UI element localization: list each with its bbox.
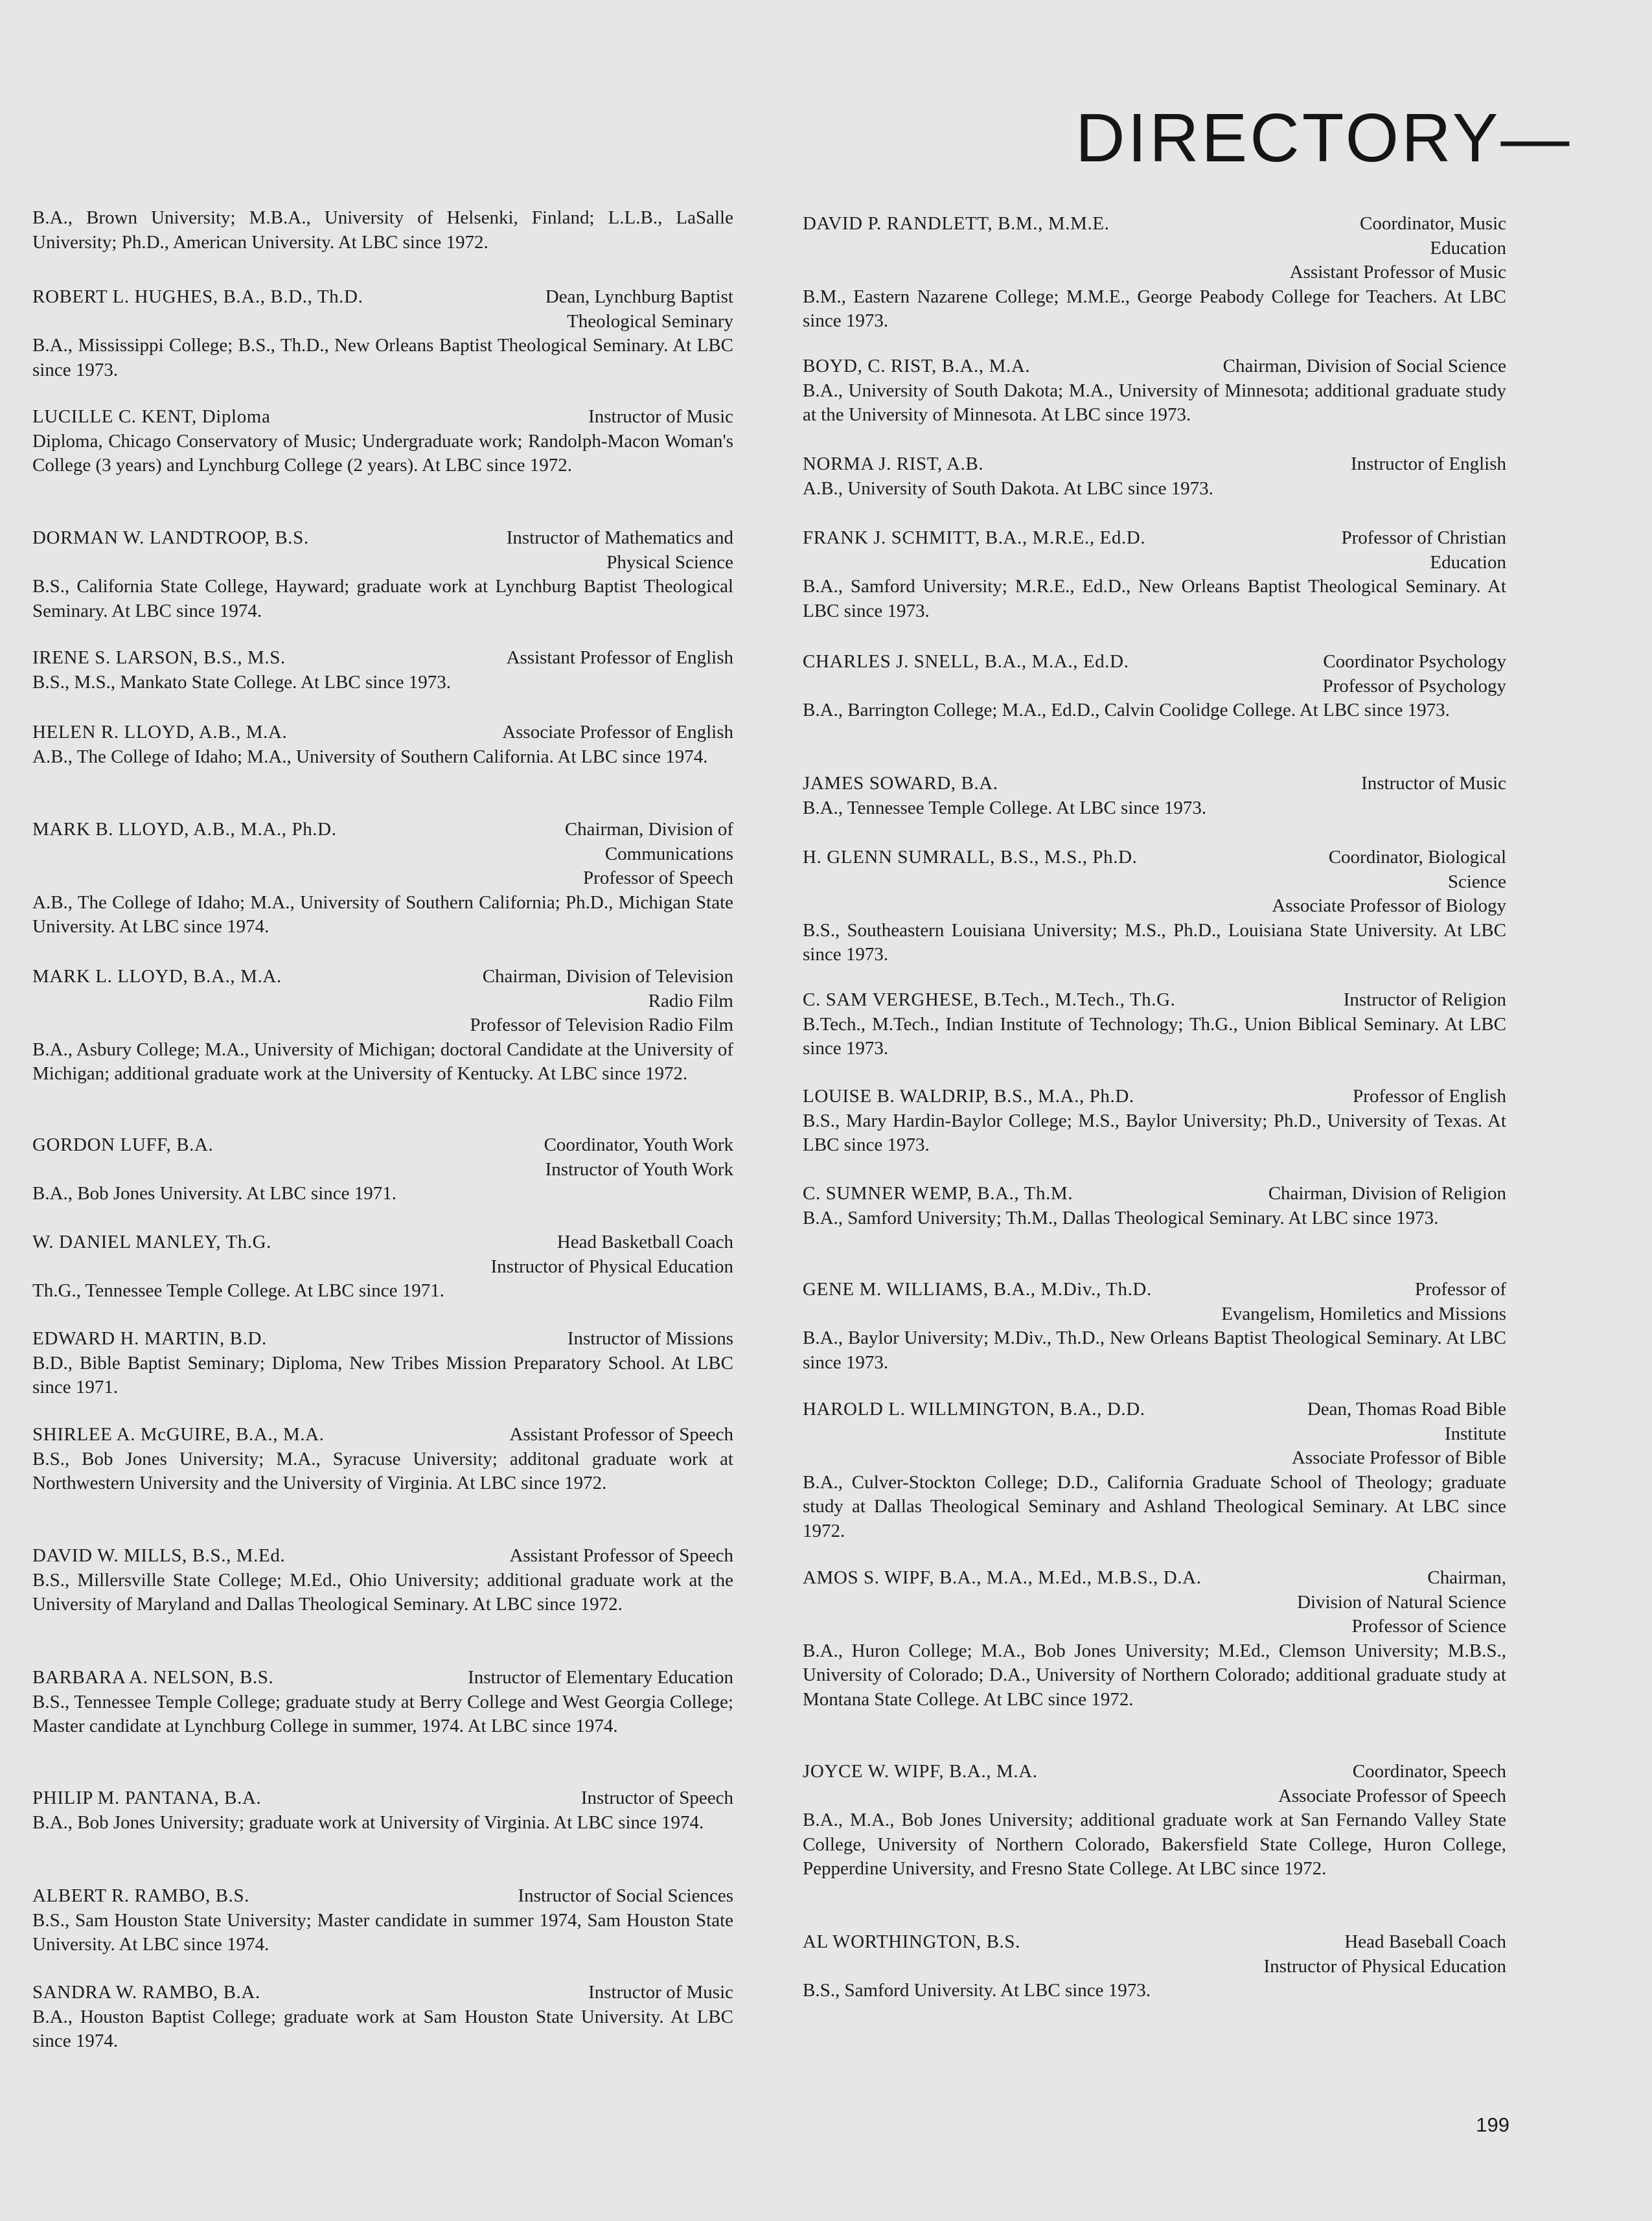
role-line: Professor of Speech: [583, 868, 733, 888]
faculty-credentials: B.S., Sam Houston State University; Master candidate in summer 1974, Sam Houston State University. At LBC since 1974.: [32, 1909, 733, 1955]
role-line: Chairman, Division of Social Science: [1222, 356, 1506, 376]
faculty-roles: [1353, 1085, 1506, 1109]
faculty-roles: [1297, 1566, 1506, 1639]
faculty-roles: [518, 1884, 733, 1909]
faculty-roles: [509, 1544, 733, 1569]
role-line: Instructor of English: [1350, 454, 1506, 474]
directory-entry: [803, 772, 1506, 820]
faculty-name: C. SUMNER WEMP, B.A., Th.M.: [803, 1183, 1073, 1204]
role-line: Instructor of Missions: [567, 1328, 733, 1349]
entry-header: [32, 1133, 733, 1182]
faculty-name: GENE M. WILLIAMS, B.A., M.Div., Th.D.: [803, 1279, 1152, 1300]
directory-entry: [803, 1566, 1506, 1712]
directory-entry: [803, 1930, 1506, 2003]
faculty-credentials: Th.G., Tennessee Temple College. At LBC since 1971.: [32, 1280, 444, 1301]
entry-header: [803, 1566, 1506, 1639]
faculty-roles: [468, 1666, 733, 1690]
entry-header: [32, 965, 733, 1038]
role-line: Professor of English: [1353, 1086, 1506, 1107]
entry-header: [32, 1327, 733, 1352]
role-line: Associate Professor of Biology: [1272, 895, 1506, 916]
faculty-roles: [1264, 1930, 1507, 1979]
role-line: Assistant Professor of Speech: [509, 1545, 733, 1566]
faculty-name: NORMA J. RIST, A.B.: [803, 454, 984, 474]
role-line: Coordinator, Youth Work: [544, 1134, 733, 1155]
directory-entry: [32, 285, 733, 382]
faculty-name: GORDON LUFF, B.A.: [32, 1134, 214, 1155]
directory-entry: [803, 354, 1506, 428]
role-line: Chairman,: [1427, 1567, 1506, 1588]
faculty-roles: [1268, 1182, 1506, 1206]
faculty-name: DORMAN W. LANDTROOP, B.S.: [32, 527, 309, 548]
faculty-credentials: B.A., Barrington College; M.A., Ed.D., Calvin Coolidge College. At LBC since 1973.: [803, 700, 1450, 720]
faculty-credentials: B.A., Tennessee Temple College. At LBC since 1973.: [803, 797, 1207, 818]
role-line: Instructor of Music: [588, 406, 733, 427]
faculty-credentials: B.S., Mary Hardin-Baylor College; M.S., Baylor University; Ph.D., University of Texas. At LBC since 1973.: [803, 1110, 1506, 1155]
role-line: Instructor of Physical Education: [1263, 1955, 1506, 1977]
faculty-name: H. GLENN SUMRALL, B.S., M.S., Ph.D.: [803, 847, 1138, 868]
faculty-credentials: B.A., Houston Baptist College; graduate work at Sam Houston State University. At LBC since 1974.: [32, 2006, 733, 2051]
directory-entry: [803, 1182, 1506, 1230]
directory-entry: [803, 526, 1506, 623]
role-line: Education: [1430, 551, 1506, 573]
directory-entry: [32, 965, 733, 1087]
role-line: Institute: [1444, 1423, 1506, 1444]
faculty-name: ROBERT L. HUGHES, B.A., B.D., Th.D.: [32, 286, 363, 307]
faculty-credentials: B.A., Samford University; Th.M., Dallas Theological Seminary. At LBC since 1973.: [803, 1207, 1439, 1228]
faculty-credentials: B.A., Samford University; M.R.E., Ed.D., New Orleans Baptist Theological Seminary. At LBC since 1973.: [803, 576, 1506, 621]
page-title: DIRECTORY—: [1075, 100, 1572, 176]
directory-entry: [32, 646, 733, 695]
faculty-roles: [470, 965, 733, 1038]
entry-header: [803, 354, 1506, 379]
role-line: Dean, Thomas Road Bible: [1307, 1399, 1506, 1420]
directory-entry: [32, 1423, 733, 1496]
role-line: Assistant Professor of Speech: [509, 1424, 733, 1445]
role-line: Assistant Professor of Music: [1289, 262, 1506, 282]
directory-entry: [32, 206, 733, 255]
role-line: Assistant Professor of English: [506, 647, 733, 668]
faculty-roles: [1361, 772, 1506, 796]
faculty-roles: [588, 1981, 733, 2005]
entry-header: [803, 1182, 1506, 1206]
faculty-name: MARK L. LLOYD, B.A., M.A.: [32, 966, 282, 987]
role-line: Coordinator, Music: [1360, 213, 1506, 234]
role-line: Communications: [604, 843, 733, 864]
role-line: Professor of: [1415, 1279, 1506, 1300]
faculty-credentials: B.A., Asbury College; M.A., University of Michigan; doctoral Candidate at the University of Michigan; additional graduate work at the University of Kentucky. At LBC since 1972.: [32, 1039, 733, 1084]
faculty-name: JOYCE W. WIPF, B.A., M.A.: [803, 1761, 1038, 1782]
faculty-credentials: B.A., Mississippi College; B.S., Th.D., New Orleans Baptist Theological Seminary. At LBC since 1973.: [32, 335, 733, 380]
faculty-roles: [588, 405, 733, 430]
faculty-credentials: B.A., M.A., Bob Jones University; additional graduate work at San Fernando Valley State College, University of Northern Colorado, Bakersfield State College, Huron College, Pepperdine University, and Fresno State College. At LBC since 1972.: [803, 1810, 1506, 1879]
role-line: Professor of Psychology: [1322, 675, 1506, 696]
faculty-roles: [491, 1230, 734, 1279]
faculty-name: LOUISE B. WALDRIP, B.S., M.A., Ph.D.: [803, 1086, 1134, 1107]
faculty-roles: [509, 1423, 733, 1447]
faculty-credentials: B.S., Bob Jones University; M.A., Syracuse University; additonal graduate work at Northwestern University and the University of Virginia. At LBC since 1972.: [32, 1448, 733, 1493]
entry-header: [32, 1981, 733, 2005]
directory-entry: [32, 1884, 733, 1957]
faculty-roles: [1322, 650, 1506, 698]
role-line: Associate Professor of Speech: [1278, 1785, 1506, 1806]
directory-entry: [32, 1981, 733, 2054]
entry-header: [32, 526, 733, 575]
directory-entry: [32, 720, 733, 769]
directory-entry: [32, 1544, 733, 1617]
faculty-name: BOYD, C. RIST, B.A., M.A.: [803, 356, 1031, 376]
faculty-name: JAMES SOWARD, B.A.: [803, 773, 998, 794]
faculty-name: LUCILLE C. KENT, Diploma: [32, 406, 271, 427]
faculty-roles: [565, 818, 733, 891]
faculty-name: FRANK J. SCHMITT, B.A., M.R.E., Ed.D.: [803, 527, 1146, 548]
directory-entry: [803, 1760, 1506, 1882]
faculty-roles: [502, 720, 733, 745]
faculty-roles: [507, 526, 733, 575]
entry-header: [32, 405, 733, 430]
role-line: Associate Professor of Bible: [1291, 1447, 1506, 1468]
directory-entry: [32, 526, 733, 623]
entry-header: [803, 988, 1506, 1013]
entry-header: [32, 1230, 733, 1279]
entry-header: [32, 646, 733, 671]
role-line: Professor of Television Radio Film: [470, 1015, 733, 1035]
faculty-name: EDWARD H. MARTIN, B.D.: [32, 1328, 267, 1349]
role-line: Science: [1447, 871, 1506, 892]
directory-entry: [32, 405, 733, 478]
entry-header: [32, 285, 733, 334]
directory-entry: [803, 846, 1506, 967]
role-line: Instructor of Religion: [1343, 989, 1506, 1010]
directory-entry: [803, 212, 1506, 334]
directory-entry: [32, 1786, 733, 1835]
role-line: Theological Seminary: [567, 310, 733, 332]
entry-header: [803, 772, 1506, 796]
faculty-credentials: B.A., Bob Jones University; graduate work at University of Virginia. At LBC since 1974.: [32, 1812, 704, 1833]
faculty-name: SANDRA W. RAMBO, B.A.: [32, 1982, 260, 2003]
entry-header: [803, 1085, 1506, 1109]
faculty-roles: [581, 1786, 733, 1811]
faculty-roles: [1278, 1760, 1506, 1808]
role-line: Chairman, Division of Religion: [1268, 1183, 1506, 1204]
faculty-credentials: B.D., Bible Baptist Seminary; Diploma, New Tribes Mission Preparatory School. At LBC since 1971.: [32, 1352, 733, 1398]
entry-header: [803, 650, 1506, 698]
entry-header: [32, 818, 733, 891]
role-line: Instructor of Mathematics and: [506, 527, 733, 548]
faculty-name: DAVID W. MILLS, B.S., M.Ed.: [32, 1545, 286, 1566]
faculty-name: MARK B. LLOYD, A.B., M.A., Ph.D.: [32, 819, 337, 840]
faculty-name: SHIRLEE A. McGUIRE, B.A., M.A.: [32, 1424, 325, 1445]
faculty-name: W. DANIEL MANLEY, Th.G.: [32, 1232, 272, 1252]
role-line: Associate Professor of English: [502, 722, 733, 742]
role-line: Dean, Lynchburg Baptist: [545, 286, 733, 307]
faculty-roles: [1344, 988, 1506, 1013]
faculty-credentials: A.B., The College of Idaho; M.A., University of Southern California; Ph.D., Michigan State University. At LBC since 1974.: [32, 892, 733, 937]
entry-header: [803, 1398, 1506, 1471]
faculty-credentials: B.A., Baylor University; M.Div., Th.D., New Orleans Baptist Theological Seminary. At LBC since 1973.: [803, 1328, 1506, 1373]
entry-header: [803, 846, 1506, 919]
directory-entry: [803, 1085, 1506, 1158]
role-line: Professor of Science: [1351, 1616, 1506, 1637]
entry-header: [32, 1786, 733, 1811]
role-line: Physical Science: [606, 551, 733, 573]
directory-entry: [32, 1666, 733, 1739]
faculty-name: DAVID P. RANDLETT, B.M., M.M.E.: [803, 213, 1110, 234]
entry-header: [803, 452, 1506, 477]
page-number: 199: [1476, 2113, 1509, 2136]
role-line: Instructor of Physical Education: [490, 1256, 733, 1277]
faculty-credentials: Diploma, Chicago Conservatory of Music; Undergraduate work; Randolph-Macon Woman's College (3 years) and Lynchburg College (2 years). At LBC since 1972.: [32, 430, 733, 476]
faculty-credentials: A.B., The College of Idaho; M.A., University of Southern California. At LBC since 1974.: [32, 746, 708, 767]
faculty-name: CHARLES J. SNELL, B.A., M.A., Ed.D.: [803, 651, 1129, 672]
faculty-credentials: B.S., Tennessee Temple College; graduate study at Berry College and West Georgia College; Master candidate at Lynchburg College in summer, 1974. At LBC since 1974.: [32, 1691, 733, 1736]
faculty-credentials: B.M., Eastern Nazarene College; M.M.E., George Peabody College for Teachers. At LBC since 1973.: [803, 286, 1506, 331]
faculty-credentials: B.S., M.S., Mankato State College. At LBC since 1973.: [32, 671, 452, 693]
faculty-roles: [1341, 526, 1506, 575]
role-line: Head Baseball Coach: [1344, 1931, 1506, 1952]
role-line: Chairman, Division of: [564, 819, 733, 840]
faculty-credentials: B.A., Culver-Stockton College; D.D., California Graduate School of Theology; graduate study at Dallas Theological Seminary and Ashland Theological Seminary. At LBC since 1972.: [803, 1471, 1506, 1541]
faculty-roles: [1351, 452, 1506, 477]
role-line: Chairman, Division of Television: [482, 966, 733, 987]
role-line: Head Basketball Coach: [556, 1232, 733, 1252]
faculty-credentials: B.S., Millersville State College; M.Ed., Ohio University; additional graduate work at the University of Maryland and Dallas Theological Seminary. At LBC since 1972.: [32, 1569, 733, 1615]
role-line: Professor of Christian: [1341, 527, 1506, 548]
role-line: Instructor of Music: [1361, 773, 1506, 794]
faculty-roles: [1223, 354, 1506, 379]
faculty-name: BARBARA A. NELSON, B.S.: [32, 1667, 274, 1688]
faculty-name: AL WORTHINGTON, B.S.: [803, 1931, 1020, 1952]
directory-entry: [803, 1398, 1506, 1543]
role-line: Instructor of Speech: [580, 1788, 733, 1808]
role-line: Instructor of Music: [588, 1982, 733, 2003]
faculty-roles: [507, 646, 733, 671]
faculty-credentials: B.S., Samford University. At LBC since 1973.: [803, 1980, 1151, 2001]
role-line: Division of Natural Science: [1297, 1591, 1506, 1613]
directory-entry: [803, 650, 1506, 723]
faculty-name: HAROLD L. WILLMINGTON, B.A., D.D.: [803, 1399, 1145, 1420]
faculty-credentials: B.A., Bob Jones University. At LBC since 1971.: [32, 1183, 397, 1204]
entry-header: [803, 212, 1506, 285]
faculty-roles: [545, 285, 733, 334]
faculty-name: IRENE S. LARSON, B.S., M.S.: [32, 647, 286, 668]
faculty-roles: [544, 1133, 733, 1182]
faculty-name: AMOS S. WIPF, B.A., M.A., M.Ed., M.B.S., D.A.: [803, 1567, 1202, 1588]
faculty-credentials: A.B., University of South Dakota. At LBC since 1973.: [803, 478, 1213, 499]
faculty-roles: [1292, 1398, 1506, 1471]
faculty-roles: [1272, 846, 1506, 919]
entry-header: [803, 1278, 1506, 1326]
role-line: Coordinator Psychology: [1323, 651, 1506, 672]
entry-header: [803, 1930, 1506, 1979]
faculty-name: PHILIP M. PANTANA, B.A.: [32, 1788, 262, 1808]
faculty-name: ALBERT R. RAMBO, B.S.: [32, 1885, 250, 1906]
role-line: Instructor of Social Sciences: [518, 1885, 733, 1906]
directory-entry: [32, 1133, 733, 1206]
entry-header: [32, 1666, 733, 1690]
faculty-roles: [1221, 1278, 1506, 1326]
role-line: Instructor of Youth Work: [545, 1158, 733, 1180]
entry-header: [803, 526, 1506, 575]
role-line: Coordinator, Speech: [1352, 1761, 1506, 1782]
entry-header: [32, 1884, 733, 1909]
faculty-credentials: B.S., California State College, Hayward; graduate work at Lynchburg Baptist Theological Seminary. At LBC since 1974.: [32, 576, 733, 621]
faculty-roles: [1290, 212, 1506, 285]
role-line: Radio Film: [648, 990, 733, 1011]
faculty-credentials: B.S., Southeastern Louisiana University; M.S., Ph.D., Louisiana State University. At LBC since 1973.: [803, 919, 1506, 965]
faculty-roles: [568, 1327, 733, 1352]
entry-header: [803, 1760, 1506, 1808]
role-line: Education: [1430, 237, 1506, 259]
role-line: Evangelism, Homiletics and Missions: [1221, 1303, 1506, 1324]
directory-entry: [32, 1230, 733, 1304]
entry-header: [32, 1544, 733, 1569]
faculty-credentials: B.Tech., M.Tech., Indian Institute of Technology; Th.G., Union Biblical Seminary. At LBC since 1973.: [803, 1013, 1506, 1059]
entry-header: [32, 720, 733, 745]
directory-entry: [803, 1278, 1506, 1375]
faculty-credentials: B.A., Huron College; M.A., Bob Jones University; M.Ed., Clemson University; M.B.S., University of Colorado; D.A., University of Northern Colorado; additional graduate study at Montana State College. At LBC since 1972.: [803, 1640, 1506, 1710]
faculty-credentials: B.A., University of South Dakota; M.A., University of Minnesota; additional graduate study at the University of Minnesota. At LBC since 1973.: [803, 380, 1506, 425]
role-line: Instructor of Elementary Education: [468, 1667, 733, 1688]
faculty-name: HELEN R. LLOYD, A.B., M.A.: [32, 722, 288, 742]
faculty-credentials: B.A., Brown University; M.B.A., University of Helsenki, Finland; L.L.B., LaSalle University; Ph.D., American University. At LBC since 1972.: [32, 207, 733, 253]
directory-entry: [803, 988, 1506, 1061]
faculty-name: C. SAM VERGHESE, B.Tech., M.Tech., Th.G.: [803, 989, 1176, 1010]
directory-entry: [803, 452, 1506, 501]
directory-entry: [32, 818, 733, 939]
directory-entry: [32, 1327, 733, 1400]
role-line: Coordinator, Biological: [1328, 847, 1506, 868]
entry-header: [32, 1423, 733, 1447]
